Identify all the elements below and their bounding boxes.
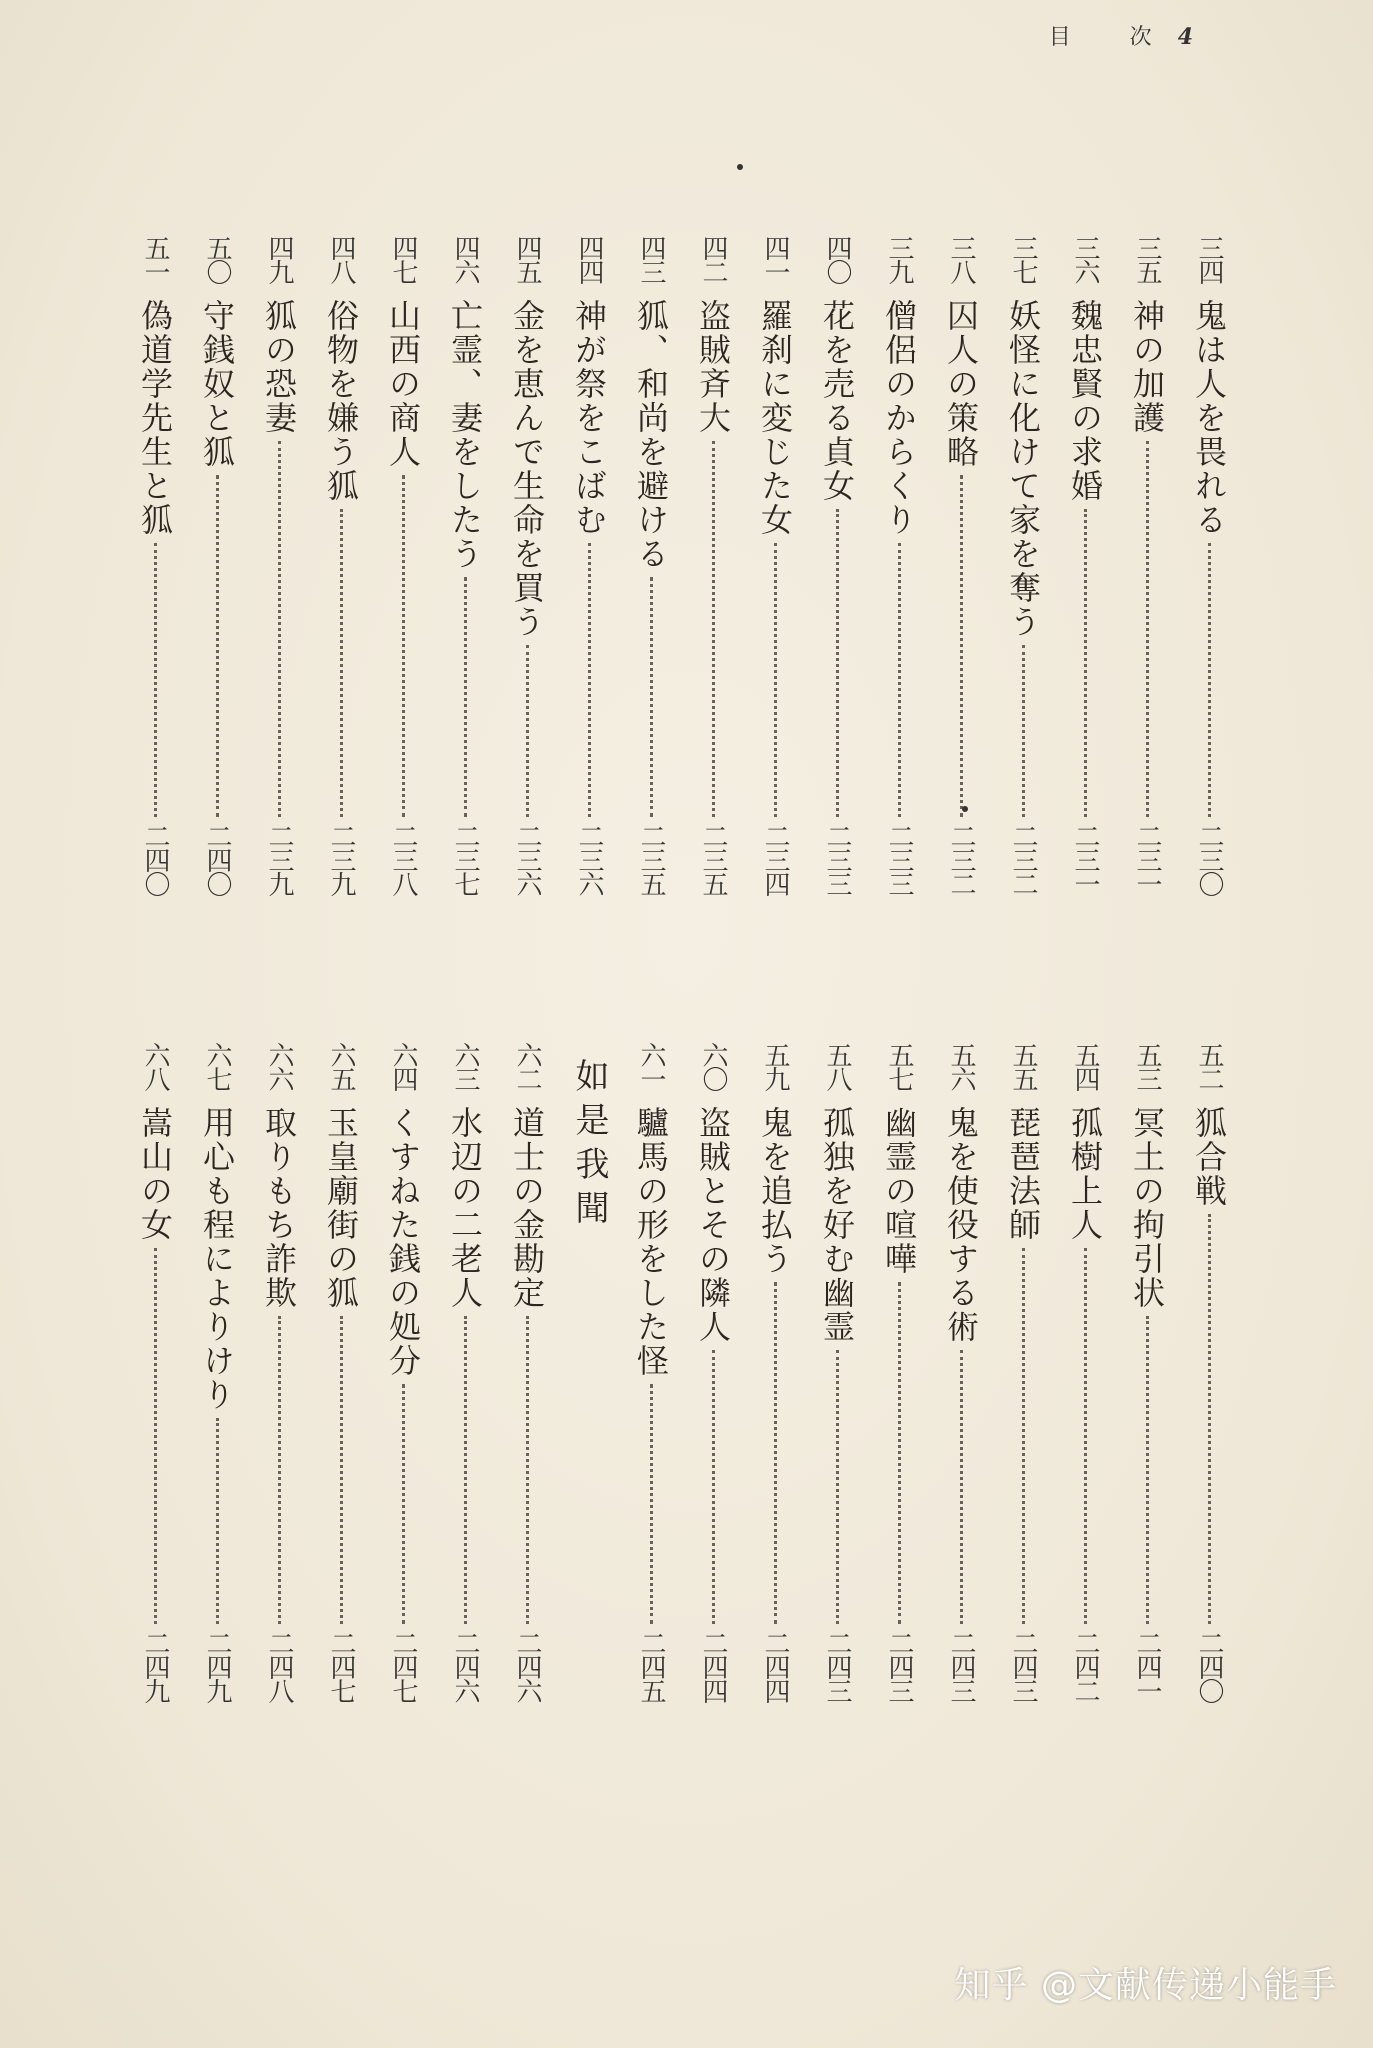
entry-number: 五三 [1132,1042,1162,1090]
dot-leader [1208,1214,1211,1624]
toc-entry [503,235,551,895]
entry-number: 五九 [760,1042,790,1090]
entry-page-number: 二四二 [1070,1630,1100,1702]
entry-number: 六二 [512,1042,542,1090]
entry-title: 守銭奴と狐 [198,299,236,469]
toc-entry [193,1042,241,1702]
entry-number: 五八 [822,1042,852,1090]
entry-title: 如是我聞 [569,1058,609,1234]
toc-entry [813,1042,861,1702]
entry-page-number: 二三四 [760,823,790,895]
entry-title: 神が祭をこばむ [570,299,608,537]
entry-title: 狐の恐妻 [260,299,298,435]
dot-leader [588,543,591,817]
entry-page-number: 二四七 [388,1630,418,1702]
entry-title: 驢馬の形をした怪 [632,1106,670,1378]
toc-entry [1185,235,1233,895]
entry-title: 魏忠賢の求婚 [1066,299,1104,503]
dot-leader [278,1316,281,1624]
dot-leader [712,1350,715,1624]
dot-leader [712,441,715,817]
entry-page-number: 二四八 [264,1630,294,1702]
entry-number: 四四 [574,235,604,283]
toc-entry [1123,235,1171,895]
entry-title: 用心も程によりけり [198,1106,236,1412]
toc-entry [937,1042,985,1702]
entry-title: 水辺の二老人 [446,1106,484,1310]
entry-number: 六四 [388,1042,418,1090]
entry-number: 六六 [264,1042,294,1090]
dot-leader [526,1316,529,1624]
entry-title: 玉皇廟街の狐 [322,1106,360,1310]
toc-entry [627,1042,675,1702]
dot-leader [340,509,343,817]
entry-title: 鬼を使役する術 [942,1106,980,1344]
toc-entry [999,235,1047,895]
dot-leader [1146,441,1149,817]
entry-number: 四一 [760,235,790,283]
entry-page-number: 二三九 [264,823,294,895]
entry-page-number: 二四〇 [202,823,232,895]
entry-number: 四五 [512,235,542,283]
entry-page-number: 二三一 [1132,823,1162,895]
entry-page-number: 二三五 [698,823,728,895]
entry-title: 嵩山の女 [136,1106,174,1242]
entry-number: 五七 [884,1042,914,1090]
dot-leader [464,577,467,817]
entry-number: 四二 [698,235,728,283]
entry-page-number: 二三〇 [1194,823,1224,895]
entry-title: 僧侶のからくり [880,299,918,537]
entry-page-number: 二四三 [822,1630,852,1702]
toc-entry [255,1042,303,1702]
header-title: 目 次 [1048,25,1178,50]
entry-title: 孤独を好む幽霊 [818,1106,856,1344]
entry-title: くすねた銭の処分 [384,1106,422,1378]
entry-number: 六一 [636,1042,666,1090]
toc-entry [937,235,985,895]
entry-title: 道士の金勘定 [508,1106,546,1310]
entry-number: 三四 [1194,235,1224,283]
entry-title: 偽道学先生と狐 [136,299,174,537]
toc-entry [999,1042,1047,1702]
dot-leader [1146,1316,1149,1624]
entry-number: 四六 [450,235,480,283]
entry-title: 俗物を嫌う狐 [322,299,360,503]
dot-leader [464,1316,467,1624]
entry-title: 花を売る貞女 [818,299,856,503]
entry-page-number: 二三九 [326,823,356,895]
entry-page-number: 二三六 [512,823,542,895]
entry-page-number: 二四〇 [140,823,170,895]
entry-number: 五四 [1070,1042,1100,1090]
entry-number: 五二 [1194,1042,1224,1090]
toc-entry [441,235,489,895]
dot-leader [1022,645,1025,817]
dot-leader [1208,543,1211,817]
entry-page-number: 二三二 [1008,823,1038,895]
toc-entry [565,1042,613,1702]
entry-page-number: 二三五 [636,823,666,895]
entry-title: 幽霊の喧嘩 [880,1106,918,1276]
entry-number: 四八 [326,235,356,283]
entry-page-number: 二四四 [760,1630,790,1702]
entry-number: 五〇 [202,235,232,283]
dot-leader [154,1248,157,1624]
toc-entry [627,235,675,895]
dot-leader [216,475,219,817]
toc-entry [751,235,799,895]
entry-page-number: 二三三 [822,823,852,895]
entry-title: 取りもち詐欺 [260,1106,298,1310]
toc-entry [689,1042,737,1702]
entry-page-number: 二四五 [636,1630,666,1702]
entry-title: 妖怪に化けて家を奪う [1004,299,1042,639]
entry-title: 琵琶法師 [1004,1106,1042,1242]
entry-title: 孤樹上人 [1066,1106,1104,1242]
dot-leader [898,543,901,817]
toc-entry [689,235,737,895]
dot-leader [154,543,157,817]
toc-entry [441,1042,489,1702]
entry-number: 四七 [388,235,418,283]
toc-entry [255,235,303,895]
toc-entry [503,1042,551,1702]
toc-entry [317,1042,365,1702]
entry-number: 四三 [636,235,666,283]
entry-page-number: 二三七 [450,823,480,895]
dot-leader [1022,1248,1025,1624]
entry-number: 三五 [1132,235,1162,283]
entry-title: 盗賊斉大 [694,299,732,435]
dot-leader [774,1282,777,1624]
toc-entry [1061,1042,1109,1702]
ink-speck [962,806,968,812]
entry-number: 六三 [450,1042,480,1090]
ink-speck [737,164,743,170]
entry-page-number: 二三六 [574,823,604,895]
toc-entry [131,1042,179,1702]
toc-entry [751,1042,799,1702]
dot-leader [650,1384,653,1624]
entry-page-number: 二三一 [1070,823,1100,895]
dot-leader [1084,1248,1087,1624]
dot-leader [402,1384,405,1624]
entry-title: 狐、和尚を避ける [632,299,670,571]
toc-entry [379,1042,427,1702]
dot-leader [774,543,777,817]
entry-page-number: 二三三 [884,823,914,895]
entry-title: 冥土の拘引状 [1128,1106,1166,1310]
toc-entry [875,235,923,895]
entry-page-number: 二四〇 [1194,1630,1224,1702]
entry-page-number: 二三八 [388,823,418,895]
toc-entry [875,1042,923,1702]
dot-leader [340,1316,343,1624]
entry-number: 三六 [1070,235,1100,283]
toc-entry [131,235,179,895]
entry-number: 三七 [1008,235,1038,283]
entry-title: 盗賊とその隣人 [694,1106,732,1344]
entry-number: 六〇 [698,1042,728,1090]
dot-leader [650,577,653,817]
entry-page-number: 二四六 [512,1630,542,1702]
entry-page-number: 二四七 [326,1630,356,1702]
dot-leader [960,475,963,817]
entry-title: 神の加護 [1128,299,1166,435]
dot-leader [1084,509,1087,817]
entry-number: 三九 [884,235,914,283]
entry-number: 六五 [326,1042,356,1090]
dot-leader [216,1418,219,1624]
entry-title: 亡霊、妻をしたう [446,299,484,571]
running-header [1049,20,1193,51]
entry-page-number: 二四九 [202,1630,232,1702]
entry-page-number: 二四一 [1132,1630,1162,1702]
dot-leader [402,475,405,817]
entry-page-number: 二四三 [1008,1630,1038,1702]
toc-entry [1123,1042,1171,1702]
entry-title: 狐合戦 [1190,1106,1228,1208]
toc-entry [317,235,365,895]
entry-number: 五六 [946,1042,976,1090]
entry-title: 囚人の策略 [942,299,980,469]
header-page-number: 4 [1177,24,1193,50]
entry-number: 三八 [946,235,976,283]
entry-number: 四九 [264,235,294,283]
entry-title: 羅刹に変じた女 [756,299,794,537]
entry-page-number: 二四三 [946,1630,976,1702]
toc-entry [1061,235,1109,895]
entry-number: 五一 [140,235,170,283]
toc-entry [1185,1042,1233,1702]
toc-entry [193,235,241,895]
entry-title: 金を恵んで生命を買う [508,299,546,639]
entry-number: 六七 [202,1042,232,1090]
entry-title: 鬼を追払う [756,1106,794,1276]
entry-page-number: 二四三 [884,1630,914,1702]
toc-entry [565,235,613,895]
entry-page-number: 二四四 [698,1630,728,1702]
entry-page-number: 二四九 [140,1630,170,1702]
dot-leader [836,509,839,817]
dot-leader [960,1350,963,1624]
entry-number: 六八 [140,1042,170,1090]
entry-page-number: 二四六 [450,1630,480,1702]
toc-entry [813,235,861,895]
dot-leader [898,1282,901,1624]
entry-number: 四〇 [822,235,852,283]
watermark: 知乎 @文献传递小能手 [954,1965,1337,2006]
dot-leader [526,645,529,817]
entry-page-number: 二三二 [946,823,976,895]
toc-entry [379,235,427,895]
dot-leader [278,441,281,817]
dot-leader [836,1350,839,1624]
entry-title: 鬼は人を畏れる [1190,299,1228,537]
entry-number: 五五 [1008,1042,1038,1090]
entry-title: 山西の商人 [384,299,422,469]
